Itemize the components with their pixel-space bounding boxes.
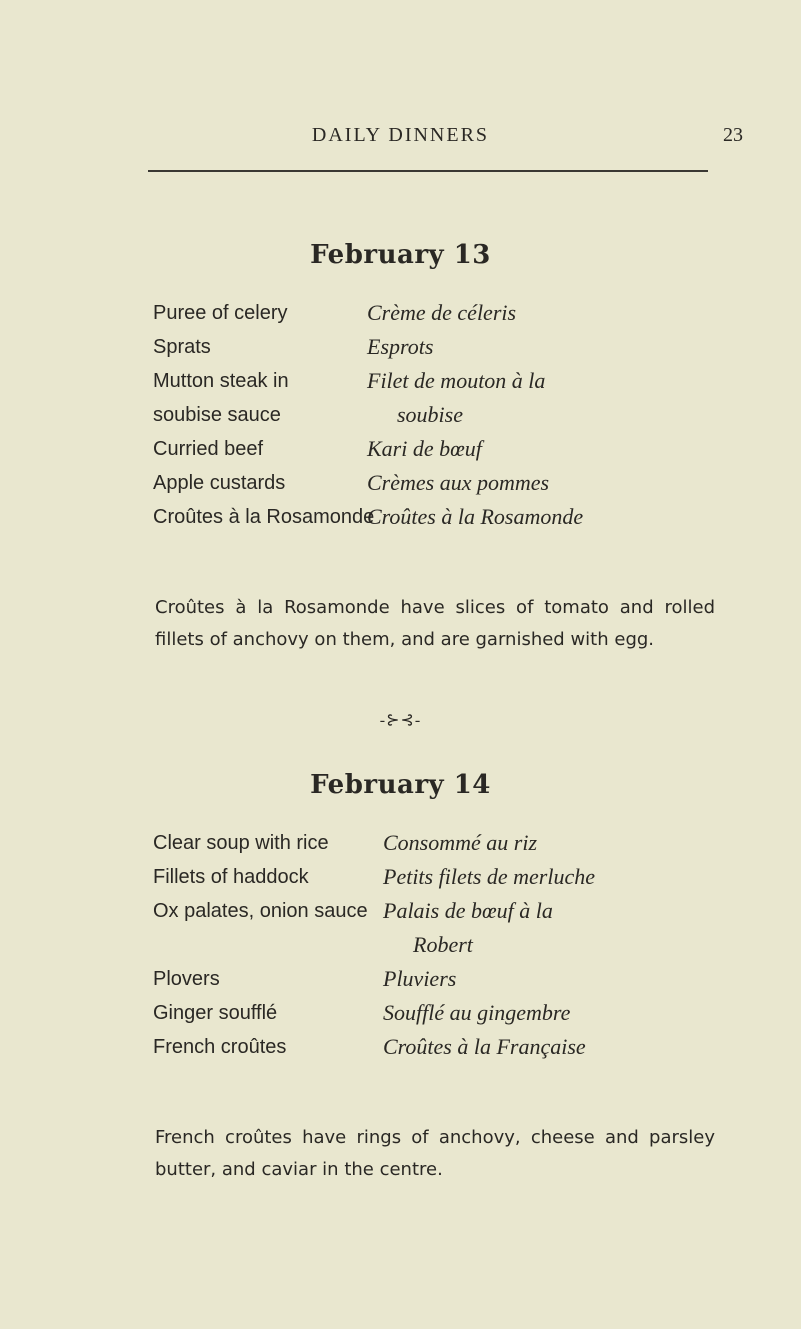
dish-english: Croûtes à la Rosamonde [153, 506, 375, 528]
dish-english: Ginger soufflé [153, 1002, 278, 1024]
menu-row [0, 1030, 801, 1064]
menu-row [0, 500, 801, 534]
dish-english: Apple custards [153, 472, 286, 494]
running-head [0, 124, 801, 147]
dish-english: Mutton steak in soubise sauce [153, 370, 289, 426]
dish-english: French croûtes [153, 1036, 287, 1058]
dish-french-line: soubise [397, 402, 463, 427]
menu-row [0, 894, 801, 962]
menu-row [0, 826, 801, 860]
menu-row [0, 466, 801, 500]
menu-row [0, 432, 801, 466]
dish-english: Curried beef [153, 438, 264, 460]
menu-row [0, 364, 801, 432]
dish-english: Ox palates, onion sauce [153, 900, 368, 922]
menu-row [0, 860, 801, 894]
section-note-feb-14: French croûtes have rings of anchovy, cheese and parsley butter, and caviar in the centre. [155, 1127, 715, 1180]
dish-french: Soufflé au gingembre [383, 1000, 571, 1025]
menu-feb-13 [0, 296, 801, 534]
dish-english: Sprats [153, 336, 211, 358]
menu-row [0, 330, 801, 364]
menu-row [0, 296, 801, 330]
dish-english: Puree of celery [153, 302, 288, 324]
dish-french: Consommé au riz [383, 830, 538, 855]
dish-french: Esprots [367, 334, 434, 359]
section-title-feb-13: February 13 [310, 240, 491, 270]
dish-french: Petits filets de merluche [383, 864, 595, 889]
dish-french: Pluviers [383, 966, 457, 991]
dish-english: Fillets of haddock [153, 866, 309, 888]
dish-french: Croûtes à la Rosamonde [367, 504, 584, 529]
section-title-feb-14: February 14 [310, 770, 491, 800]
running-title: DAILY DINNERS [311, 124, 490, 146]
dish-french [367, 364, 697, 432]
dish-english: Clear soup with rice [153, 832, 329, 854]
menu-feb-14 [0, 826, 801, 1064]
dish-french-line: Robert [413, 932, 473, 957]
dish-french: Kari de bœuf [367, 436, 482, 461]
menu-row [0, 996, 801, 1030]
dish-french [383, 894, 713, 962]
header-rule [148, 170, 708, 172]
dish-french: Croûtes à la Française [383, 1034, 586, 1059]
dish-french: Crème de céleris [367, 300, 517, 325]
dish-french-line: Palais de bœuf à la [383, 898, 553, 923]
menu-row [0, 962, 801, 996]
dish-english: Plovers [153, 968, 220, 990]
page-number: 23 [723, 124, 743, 146]
dish-french-line: Filet de mouton à la [367, 368, 546, 393]
section-note-feb-13: Croûtes à la Rosamonde have slices of tomato and rolled fillets of anchovy on them, and are garnished with egg. [155, 597, 715, 650]
ornament-divider: -⊱⊰- [379, 712, 422, 729]
dish-french: Crèmes aux pommes [367, 470, 550, 495]
